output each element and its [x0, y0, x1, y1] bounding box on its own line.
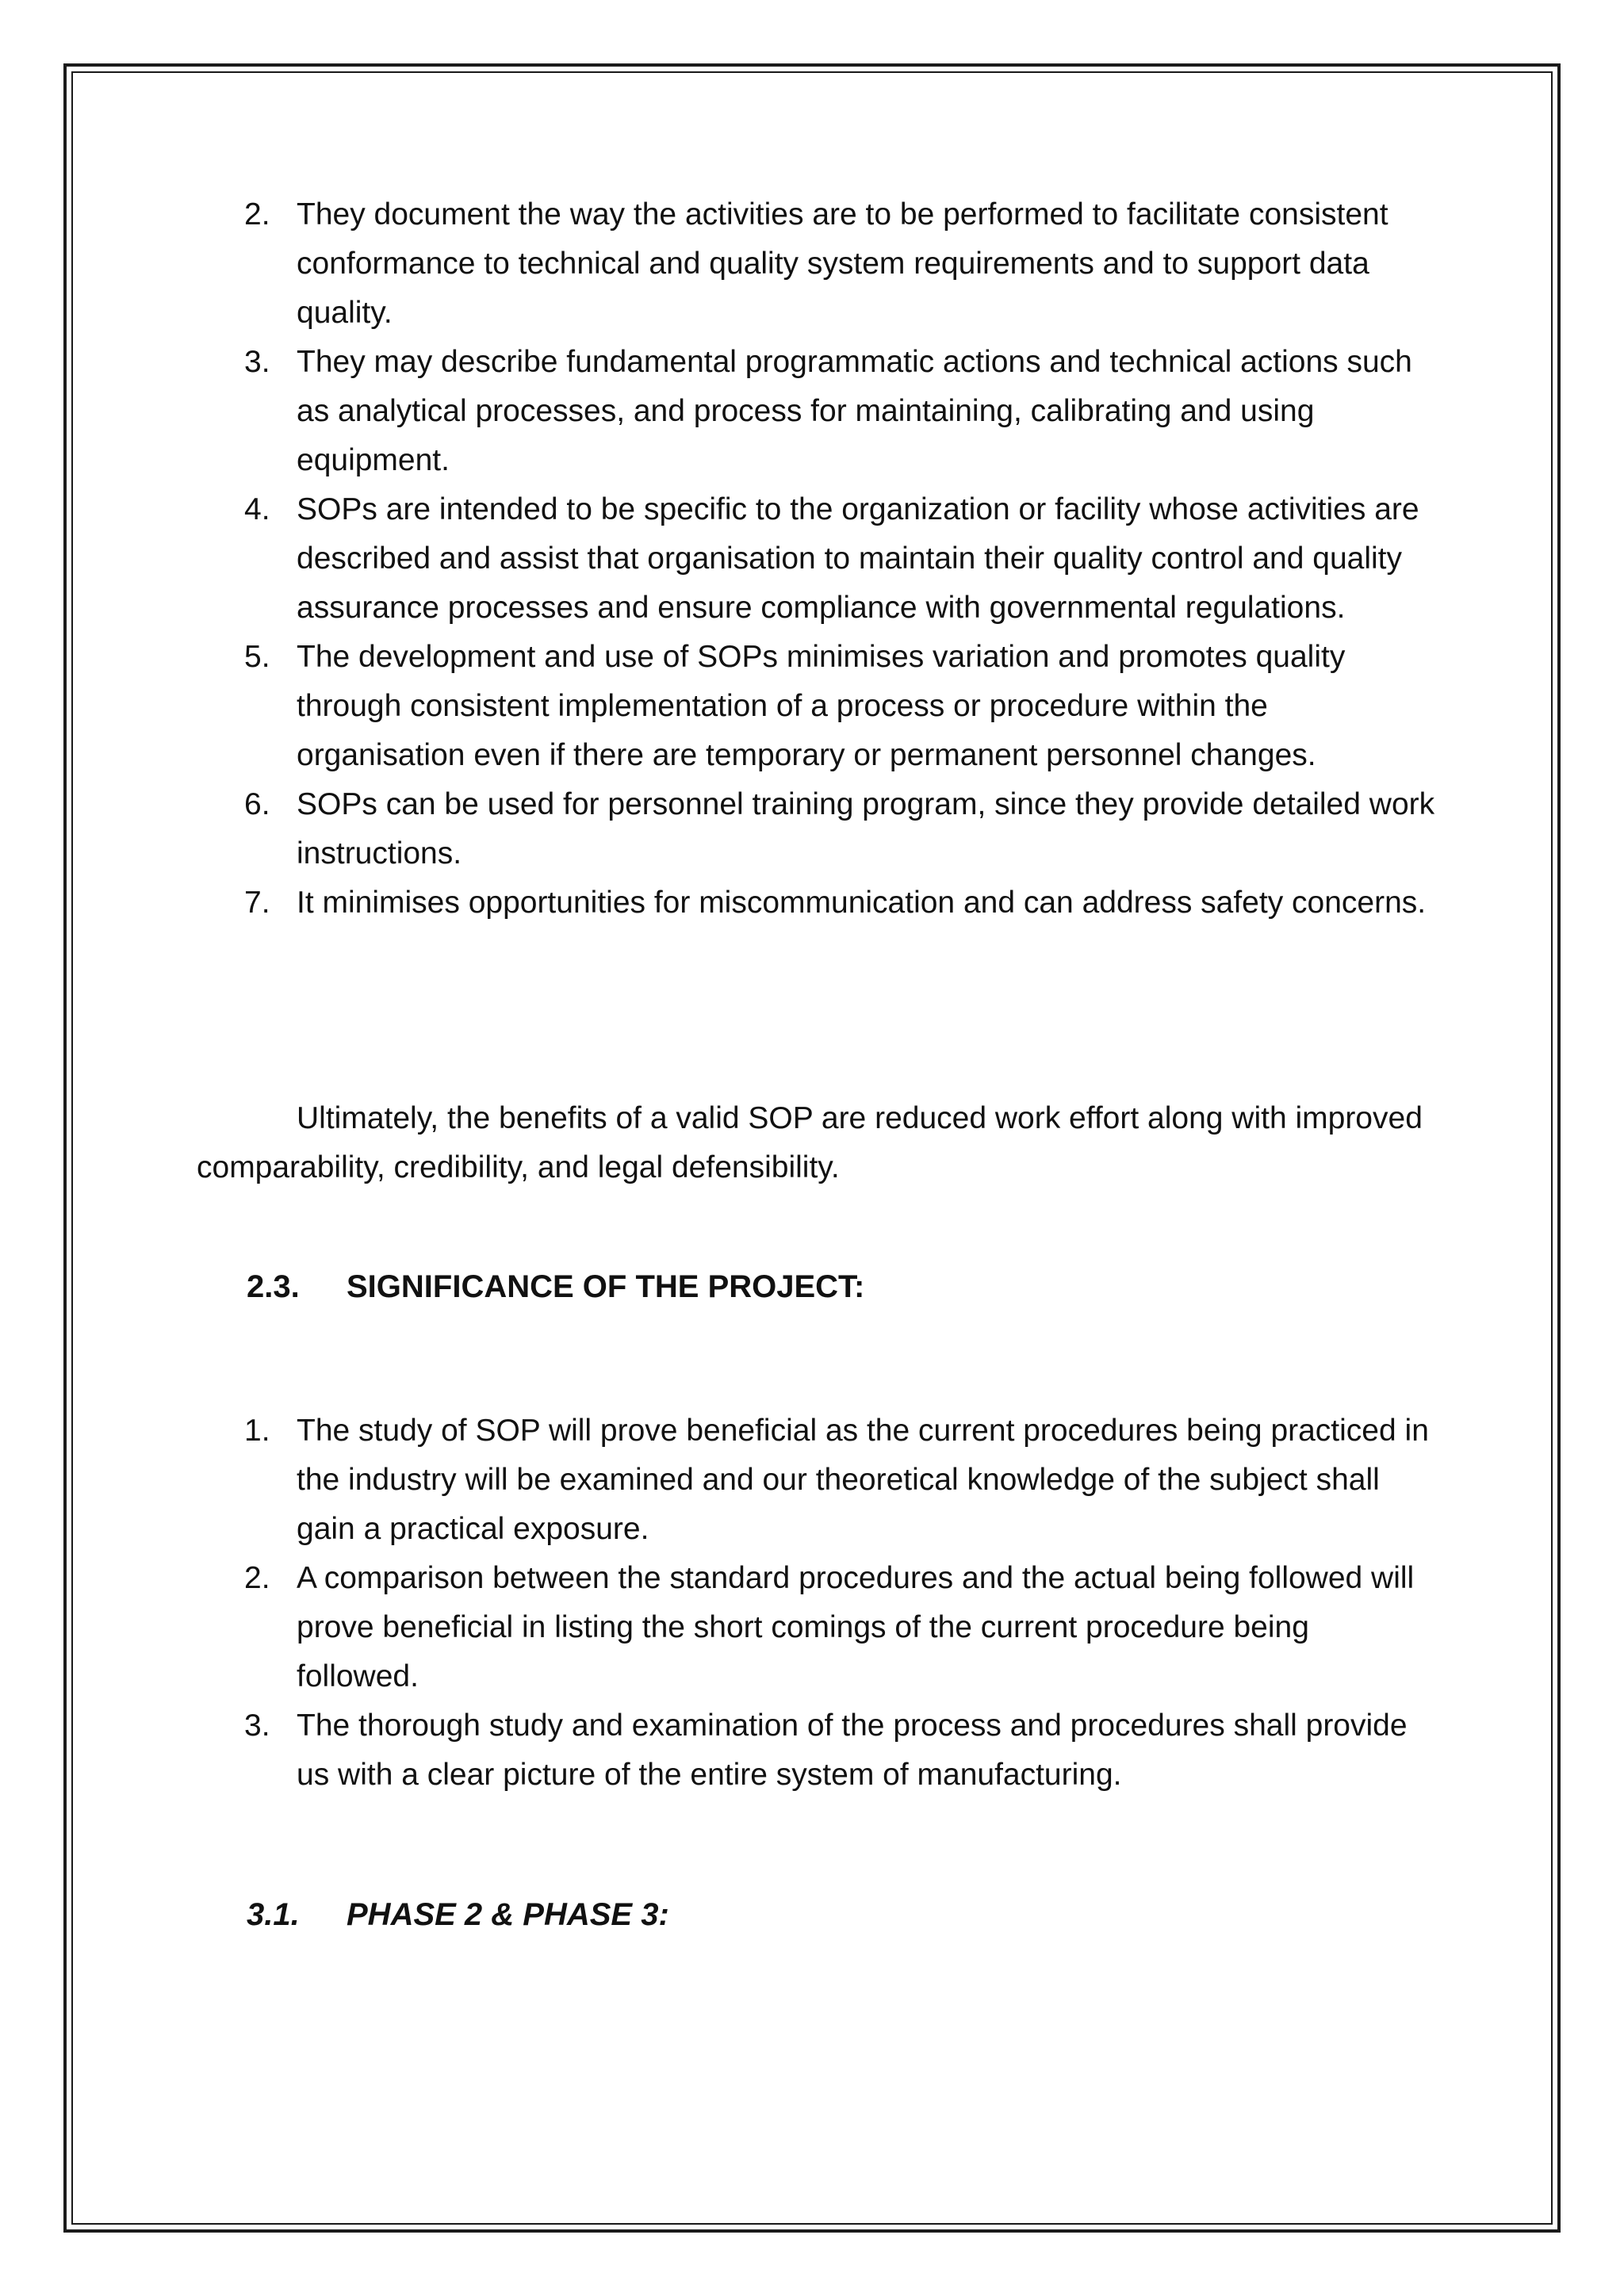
- section-title: PHASE 2 & PHASE 3:: [347, 1897, 669, 1932]
- significance-list: [0, 1406, 1435, 1800]
- list-item-number: 5.: [244, 640, 270, 674]
- section-heading-2-3: [247, 1262, 864, 1311]
- list-item-text: It minimises opportunities for miscommunication and can address safety concerns.: [297, 886, 1427, 920]
- list-item: [0, 1406, 1435, 1554]
- list-item-text: SOPs can be used for personnel training program, since they provide detailed work instructions.: [297, 787, 1435, 871]
- list-item: [0, 633, 1435, 780]
- list-item: [0, 190, 1435, 338]
- section-heading-3-1: [247, 1890, 669, 1939]
- list-item-number: 1.: [244, 1414, 270, 1448]
- list-item-text: The thorough study and examination of the process and procedures shall provide us with a clear picture of the entire system of manufacturing.: [297, 1709, 1408, 1792]
- list-item: [0, 878, 1435, 928]
- list-item-text: The study of SOP will prove beneficial as the current procedures being practiced in the industry will be examined and our theoretical knowledge of the subject shall gain a practical exposure.: [297, 1414, 1429, 1546]
- list-item-number: 6.: [244, 787, 270, 821]
- benefits-list: [0, 190, 1435, 928]
- list-item-text: They may describe fundamental programmatic actions and technical actions such as analytical processes, and process for maintaining, calibrating and using equipment.: [297, 345, 1412, 477]
- list-item-number: 4.: [244, 492, 270, 526]
- section-number: 3.1.: [247, 1897, 300, 1932]
- list-item-text: A comparison between the standard procedures and the actual being followed will prove beneficial in listing the short comings of the current procedure being followed.: [297, 1561, 1415, 1693]
- list-item-number: 3.: [244, 345, 270, 379]
- list-item: [0, 338, 1435, 485]
- section-number: 2.3.: [247, 1269, 300, 1304]
- section-title: SIGNIFICANCE OF THE PROJECT:: [347, 1269, 865, 1304]
- list-item: [0, 1554, 1435, 1701]
- list-item-text: The development and use of SOPs minimises variation and promotes quality through consistent implementation of a process or procedure within the organisation even if there are temporary or permanent personnel changes.: [297, 640, 1346, 772]
- list-item-number: 2.: [244, 197, 270, 232]
- list-item: [0, 780, 1435, 878]
- list-item-number: 2.: [244, 1561, 270, 1595]
- list-item-text: SOPs are intended to be specific to the organization or facility whose activities are described and assist that organisation to maintain their quality control and quality assurance processes and ensure compliance with governmental regulations.: [297, 492, 1419, 625]
- conclusion-paragraph: Ultimately, the benefits of a valid SOP are reduced work effort along with improved comparability, credibility, and legal defensibility.: [197, 1101, 1423, 1184]
- list-item-number: 7.: [244, 886, 270, 920]
- list-item: [0, 1701, 1435, 1800]
- list-item: [0, 485, 1435, 633]
- list-item-text: They document the way the activities are to be performed to facilitate consistent conformance to technical and quality system requirements and to support data quality.: [297, 197, 1388, 330]
- list-item-number: 3.: [244, 1709, 270, 1743]
